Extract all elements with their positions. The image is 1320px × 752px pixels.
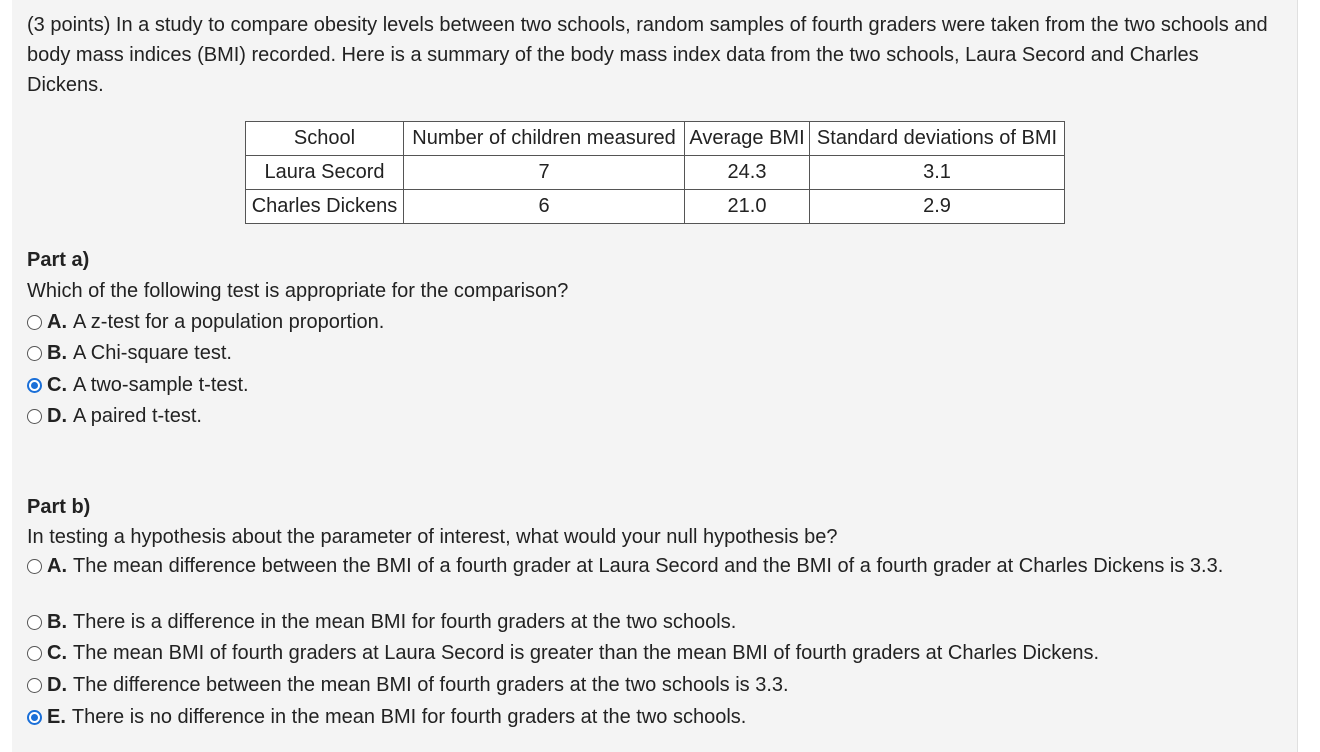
radio-selected-icon[interactable]: [27, 378, 42, 393]
option-letter: C.: [47, 642, 67, 664]
option-text: The mean BMI of fourth graders at Laura Secord is greater than the mean BMI of fourth graders at Charles Dickens.: [73, 642, 1100, 664]
cell-school: Laura Secord: [246, 156, 404, 190]
question-intro: (3 points) In a study to compare obesity levels between two schools, random samples of fourth graders were taken from the two schools and body mass indices (BMI) recorded. Here is a summary of the body mass index data from the two schools, Laura Secord and Charles Dickens.: [27, 14, 1268, 96]
header-average: Average BMI: [685, 122, 810, 156]
option-letter: A.: [47, 311, 67, 333]
part-a-option-b[interactable]: [27, 339, 1267, 367]
part-a-option-a[interactable]: [27, 308, 1267, 336]
cell-average: 21.0: [685, 190, 810, 224]
part-b-option-c[interactable]: [27, 639, 1267, 667]
cell-count: 6: [404, 190, 685, 224]
radio-selected-icon[interactable]: [27, 710, 42, 725]
radio-icon[interactable]: [27, 678, 42, 693]
bmi-summary-table: [245, 121, 1065, 224]
radio-icon[interactable]: [27, 315, 42, 330]
table-row: [246, 190, 1065, 224]
header-count: Number of children measured: [404, 122, 685, 156]
option-letter: D.: [47, 674, 67, 696]
radio-icon[interactable]: [27, 409, 42, 424]
radio-icon[interactable]: [27, 646, 42, 661]
part-a-option-c[interactable]: [27, 371, 1267, 399]
table-row: [246, 156, 1065, 190]
part-b-option-e[interactable]: [27, 703, 1267, 731]
option-letter: A.: [47, 555, 67, 577]
option-text: The mean difference between the BMI of a fourth grader at Laura Secord and the BMI of a fourth grader at Charles Dickens is 3.3.: [73, 555, 1224, 577]
part-a-option-d[interactable]: [27, 402, 1267, 430]
option-text: There is no difference in the mean BMI for fourth graders at the two schools.: [71, 706, 747, 728]
option-text: A paired t-test.: [73, 405, 202, 427]
cell-average: 24.3: [685, 156, 810, 190]
option-letter: D.: [47, 405, 67, 427]
part-b-title: Part b): [27, 496, 91, 518]
part-a-title: Part a): [27, 249, 90, 271]
radio-icon[interactable]: [27, 615, 42, 630]
option-text: A two-sample t-test.: [73, 374, 249, 396]
part-a-question: Which of the following test is appropriate for the comparison?: [27, 280, 569, 302]
cell-count: 7: [404, 156, 685, 190]
option-text: The difference between the mean BMI of fourth graders at the two schools is 3.3.: [73, 674, 789, 696]
option-text: A Chi-square test.: [73, 342, 232, 364]
option-text: There is a difference in the mean BMI for fourth graders at the two schools.: [73, 611, 737, 633]
part-b-question: In testing a hypothesis about the parameter of interest, what would your null hypothesis be?: [27, 526, 838, 548]
radio-icon[interactable]: [27, 559, 42, 574]
option-letter: C.: [47, 374, 67, 396]
part-b-option-b[interactable]: [27, 608, 1267, 636]
option-letter: B.: [47, 342, 67, 364]
table-header-row: [246, 122, 1065, 156]
cell-school: Charles Dickens: [246, 190, 404, 224]
cell-std: 3.1: [810, 156, 1065, 190]
option-letter: E.: [47, 706, 66, 728]
header-std: Standard deviations of BMI: [810, 122, 1065, 156]
part-b-option-a[interactable]: [27, 552, 1267, 580]
cell-std: 2.9: [810, 190, 1065, 224]
option-text: A z-test for a population proportion.: [73, 311, 385, 333]
header-school: School: [246, 122, 404, 156]
radio-icon[interactable]: [27, 346, 42, 361]
option-letter: B.: [47, 611, 67, 633]
part-b-option-d[interactable]: [27, 671, 1267, 699]
